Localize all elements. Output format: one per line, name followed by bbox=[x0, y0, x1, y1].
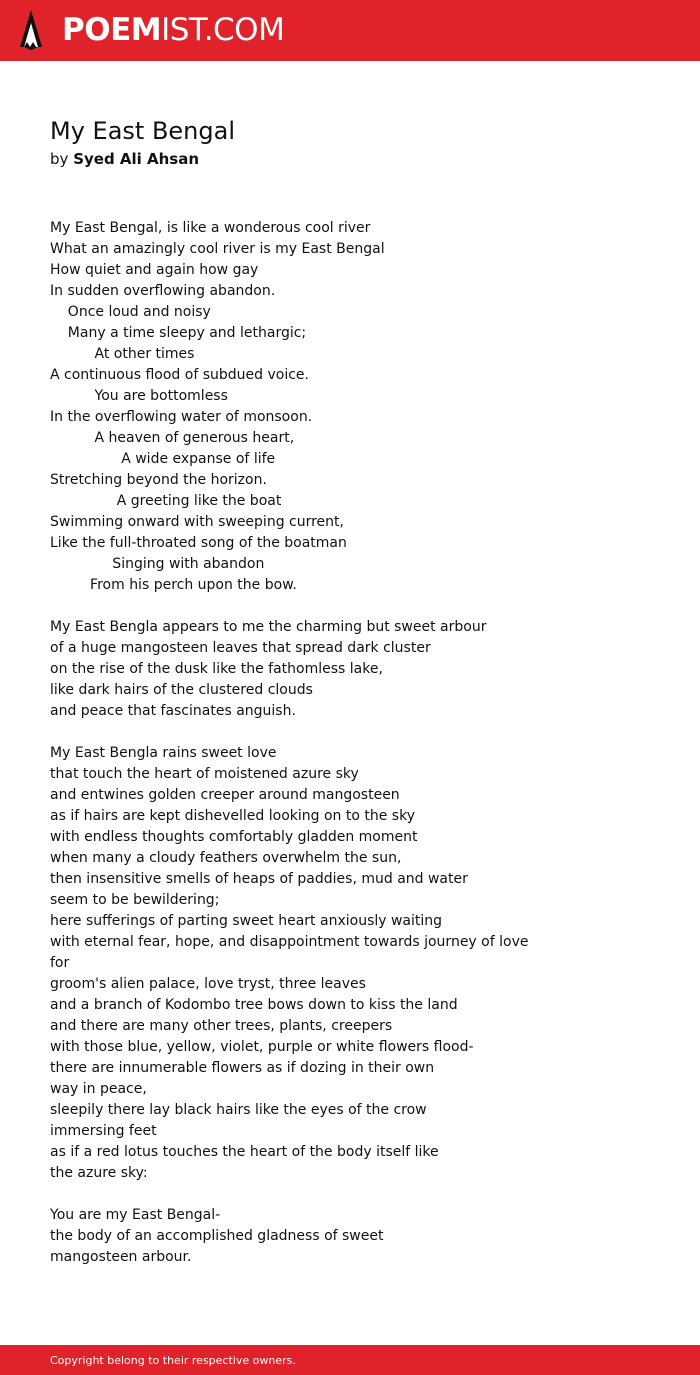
by-label: by bbox=[50, 150, 69, 168]
poem-line: as if a red lotus touches the heart of the body itself like bbox=[50, 1144, 439, 1160]
poem-line: Stretching beyond the horizon. bbox=[50, 472, 267, 488]
site-logo[interactable] bbox=[62, 11, 284, 49]
poem-line: Once loud and noisy bbox=[50, 304, 211, 320]
poem-line: there are innumerable flowers as if dozing in their own bbox=[50, 1060, 435, 1076]
poem-line: sleepily there lay black hairs like the eyes of the crow bbox=[50, 1102, 427, 1118]
poem-line: A heaven of generous heart, bbox=[50, 430, 295, 446]
poem-line: here sufferings of parting sweet heart anxiously waiting bbox=[50, 913, 443, 929]
poem-line: when many a cloudy feathers overwhelm the sun, bbox=[50, 850, 402, 866]
poem-line: with eternal fear, hope, and disappointment towards journey of love bbox=[50, 934, 529, 950]
poem-line: Like the full-throated song of the boatman bbox=[50, 535, 347, 551]
poem-line: In the overflowing water of monsoon. bbox=[50, 409, 313, 425]
poem-line: as if hairs are kept dishevelled looking on to the sky bbox=[50, 808, 415, 824]
poem-line: and there are many other trees, plants, creepers bbox=[50, 1018, 393, 1034]
poem-body bbox=[50, 218, 650, 1268]
poem-line: the body of an accomplished gladness of sweet bbox=[50, 1228, 384, 1244]
poem-line: What an amazingly cool river is my East Bengal bbox=[50, 241, 385, 257]
poem-line: that touch the heart of moistened azure sky bbox=[50, 766, 359, 782]
poem-line: How quiet and again how gay bbox=[50, 262, 259, 278]
stanza-break bbox=[50, 1184, 650, 1205]
poem-line: Swimming onward with sweeping current, bbox=[50, 514, 344, 530]
poem-line: groom's alien palace, love tryst, three leaves bbox=[50, 976, 366, 992]
poem-line: the azure sky: bbox=[50, 1165, 148, 1181]
site-header bbox=[0, 0, 700, 61]
poem-line: My East Bengla rains sweet love bbox=[50, 745, 277, 761]
poem-line: Many a time sleepy and lethargic; bbox=[50, 325, 307, 341]
poem-line: Singing with abandon bbox=[50, 556, 265, 572]
poem-line: mangosteen arbour. bbox=[50, 1249, 192, 1265]
poem-line: of a huge mangosteen leaves that spread dark cluster bbox=[50, 640, 431, 656]
poem-line: and entwines golden creeper around mangosteen bbox=[50, 787, 400, 803]
poem-line: with endless thoughts comfortably gladden moment bbox=[50, 829, 418, 845]
poem-line: In sudden overflowing abandon. bbox=[50, 283, 276, 299]
poem-line: A greeting like the boat bbox=[50, 493, 282, 509]
stanza-break bbox=[50, 722, 650, 743]
poem-line: seem to be bewildering; bbox=[50, 892, 220, 908]
copyright-text: Copyright belong to their respective owners. bbox=[50, 1354, 296, 1367]
poem-line: for bbox=[50, 955, 70, 971]
pencil-icon[interactable] bbox=[18, 9, 44, 51]
poem-line: then insensitive smells of heaps of paddies, mud and water bbox=[50, 871, 468, 887]
poem-line: You are my East Bengal- bbox=[50, 1207, 221, 1223]
poem-line: and a branch of Kodombo tree bows down to kiss the land bbox=[50, 997, 458, 1013]
poem-line: way in peace, bbox=[50, 1081, 147, 1097]
poem-line: on the rise of the dusk like the fathomless lake, bbox=[50, 661, 383, 677]
stanza-break bbox=[50, 596, 650, 617]
poem-line: You are bottomless bbox=[50, 388, 228, 404]
poem-line: like dark hairs of the clustered clouds bbox=[50, 682, 313, 698]
poem-line: A wide expanse of life bbox=[50, 451, 276, 467]
poem-line: A continuous flood of subdued voice. bbox=[50, 367, 309, 383]
poem-line: At other times bbox=[50, 346, 195, 362]
logo-light-text: IST.COM bbox=[161, 12, 285, 48]
author-name: Syed Ali Ahsan bbox=[73, 150, 200, 168]
poem-byline bbox=[50, 148, 199, 170]
poem-line: immersing feet bbox=[50, 1123, 157, 1139]
logo-bold-text: POEM bbox=[62, 12, 162, 48]
poem-line: and peace that fascinates anguish. bbox=[50, 703, 296, 719]
poem-title: My East Bengal bbox=[50, 117, 236, 145]
site-footer bbox=[0, 1345, 700, 1375]
poem-line: My East Bengal, is like a wonderous cool river bbox=[50, 220, 371, 236]
poem-line: with those blue, yellow, violet, purple or white flowers flood- bbox=[50, 1039, 474, 1055]
poem-line: From his perch upon the bow. bbox=[50, 577, 297, 593]
poem-line: My East Bengla appears to me the charming but sweet arbour bbox=[50, 619, 487, 635]
